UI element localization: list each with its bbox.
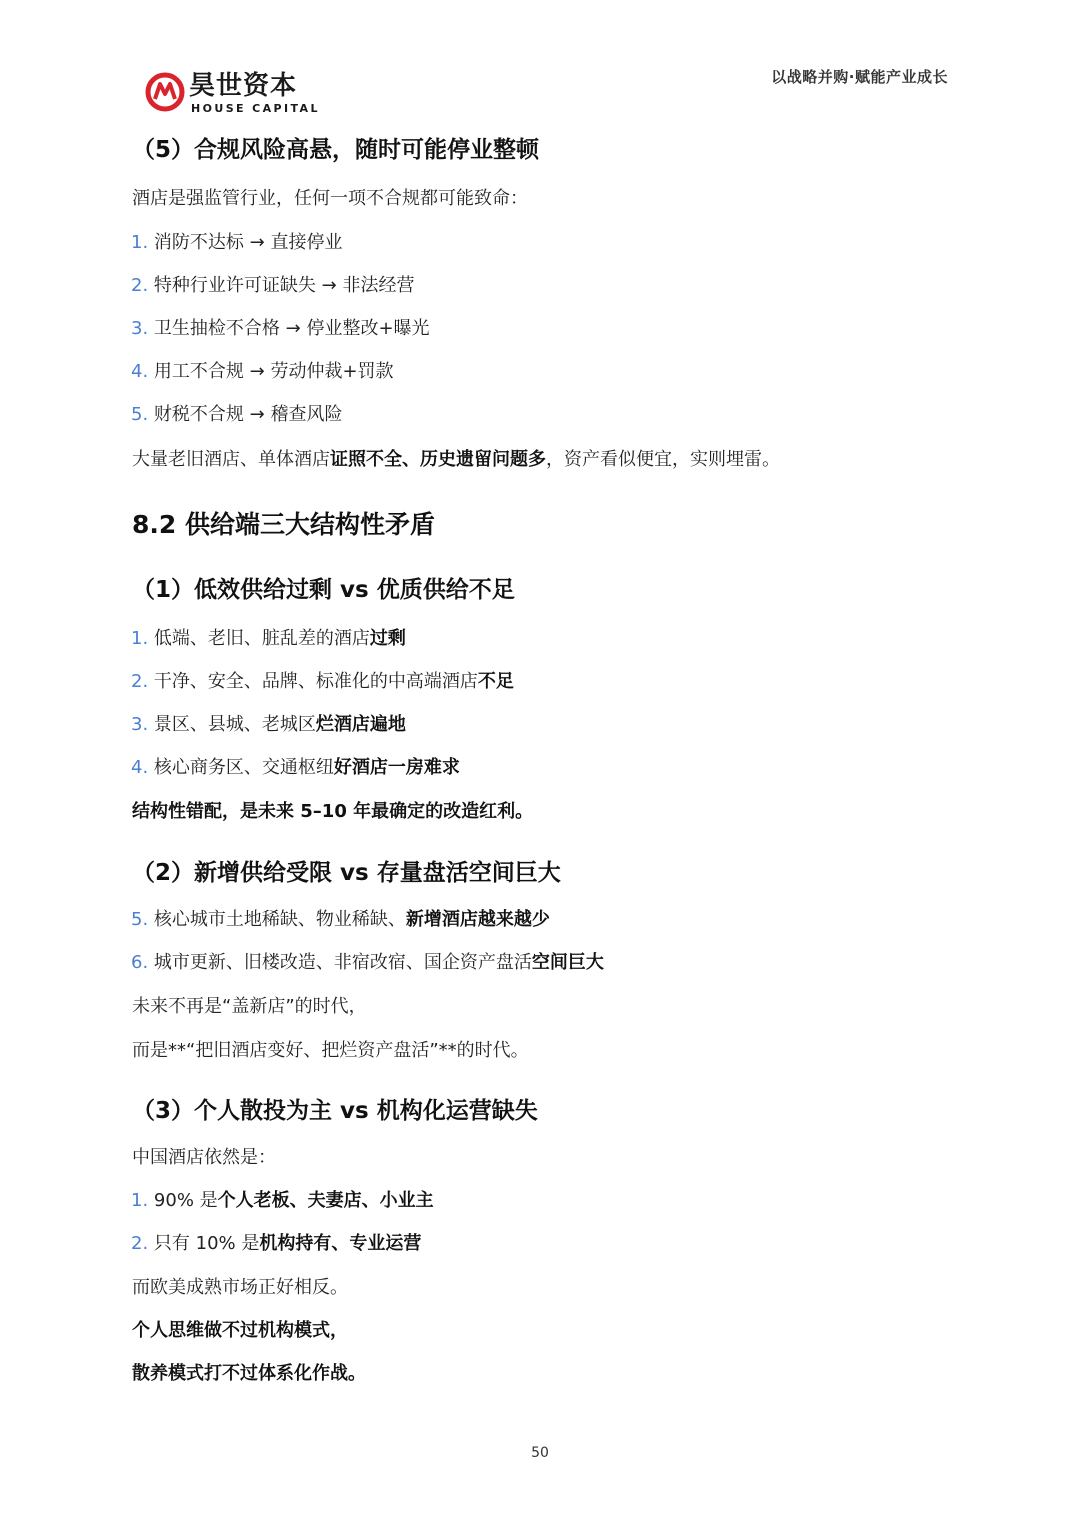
header-slogan: 以战略并购·赋能产业成长 (771, 68, 948, 86)
logo-mark-icon (145, 72, 185, 112)
subsection-1-conclusion (132, 797, 533, 823)
list-number: 1. (131, 628, 149, 649)
list-item (131, 905, 550, 931)
list-item (131, 1186, 434, 1212)
list-text: 90% 是 (153, 1190, 218, 1211)
list-number: 3. (131, 318, 149, 339)
list-item (131, 271, 414, 297)
summary-text-end: ，资产看似便宜，实则埋雷。 (546, 449, 780, 470)
list-text: 卫生抽检不合格 → 停业整改+曝光 (153, 318, 430, 339)
bold-text: 个人思维做不过机构模式， (132, 1320, 348, 1341)
company-logo (145, 70, 325, 120)
list-item (131, 753, 460, 779)
list-number: 2. (131, 1233, 149, 1254)
list-number: 5. (131, 909, 149, 930)
list-number: 1. (131, 1190, 149, 1211)
list-number: 2. (131, 671, 149, 692)
logo-name: 昊世资本 (189, 71, 298, 101)
list-number: 5. (131, 404, 149, 425)
section-5-summary (132, 445, 780, 471)
list-bold: 好酒店一房难求 (333, 757, 460, 778)
list-text: 只有 10% 是 (153, 1233, 260, 1254)
section-5-heading: （5）合规风险高悬，随时可能停业整顿 (132, 137, 540, 163)
subsection-3-intro: 中国酒店依然是： (132, 1147, 276, 1168)
conclusion-bold: 结构性错配，是未来 5–10 年最确定的改造红利。 (132, 801, 534, 822)
list-bold: 空间巨大 (531, 952, 604, 973)
summary-bold: 证照不全、历史遗留问题多 (330, 449, 546, 470)
list-item (131, 314, 430, 340)
list-number: 2. (131, 275, 149, 296)
subsection-2-heading: （2）新增供给受限 vs 存量盘活空间巨大 (132, 860, 561, 886)
list-bold: 机构持有、专业运营 (259, 1233, 422, 1254)
list-text: 消防不达标 → 直接停业 (153, 232, 343, 253)
list-bold: 过剩 (369, 628, 406, 649)
list-item (131, 667, 514, 693)
list-item (131, 624, 406, 650)
summary-text: 大量老旧酒店、单体酒店 (132, 449, 330, 470)
list-text: 低端、老旧、脏乱差的酒店 (153, 628, 370, 649)
list-bold: 新增酒店越来越少 (405, 909, 550, 930)
page-number: 50 (531, 1445, 549, 1461)
list-number: 4. (131, 757, 149, 778)
logo-english-name: HOUSE CAPITAL (191, 102, 320, 115)
list-text: 城市更新、旧楼改造、非宿改宿、国企资产盘活 (153, 952, 532, 973)
list-number: 1. (131, 232, 149, 253)
subsection-3-heading: （3）个人散投为主 vs 机构化运营缺失 (132, 1098, 538, 1124)
list-number: 6. (131, 952, 149, 973)
list-text: 用工不合规 → 劳动仲裁+罚款 (153, 361, 394, 382)
subsection-1-heading: （1）低效供给过剩 vs 优质供给不足 (132, 577, 515, 603)
list-item (131, 228, 342, 254)
list-bold: 烂酒店遍地 (315, 714, 406, 735)
list-text: 核心商务区、交通枢纽 (153, 757, 334, 778)
subsection-3-bold-2 (132, 1359, 366, 1385)
list-number: 4. (131, 361, 149, 382)
list-number: 3. (131, 714, 149, 735)
list-item (131, 710, 406, 736)
section-5-intro: 酒店是强监管行业，任何一项不合规都可能致命： (132, 188, 528, 209)
list-item (131, 1229, 421, 1255)
list-bold: 个人老板、夫妻店、小业主 (217, 1190, 434, 1211)
bold-text: 散养模式打不过体系化作战。 (132, 1363, 366, 1384)
list-bold: 不足 (477, 671, 514, 692)
list-text: 特种行业许可证缺失 → 非法经营 (153, 275, 415, 296)
list-text: 干净、安全、品牌、标准化的中高端酒店 (153, 671, 478, 692)
subsection-3-line-1: 而欧美成熟市场正好相反。 (132, 1277, 348, 1298)
subsection-2-line-1: 未来不再是“盖新店”的时代， (132, 996, 367, 1017)
subsection-3-bold-1 (132, 1316, 348, 1342)
list-item (131, 400, 342, 426)
section-8-2-heading: 8.2 供给端三大结构性矛盾 (132, 510, 435, 539)
list-item (131, 948, 604, 974)
list-text: 财税不合规 → 稽查风险 (153, 404, 343, 425)
list-text: 景区、县城、老城区 (153, 714, 316, 735)
subsection-2-line-2: 而是**“把旧酒店变好、把烂资产盘活”**的时代。 (132, 1040, 529, 1061)
list-text: 核心城市土地稀缺、物业稀缺、 (153, 909, 406, 930)
list-item (131, 357, 394, 383)
